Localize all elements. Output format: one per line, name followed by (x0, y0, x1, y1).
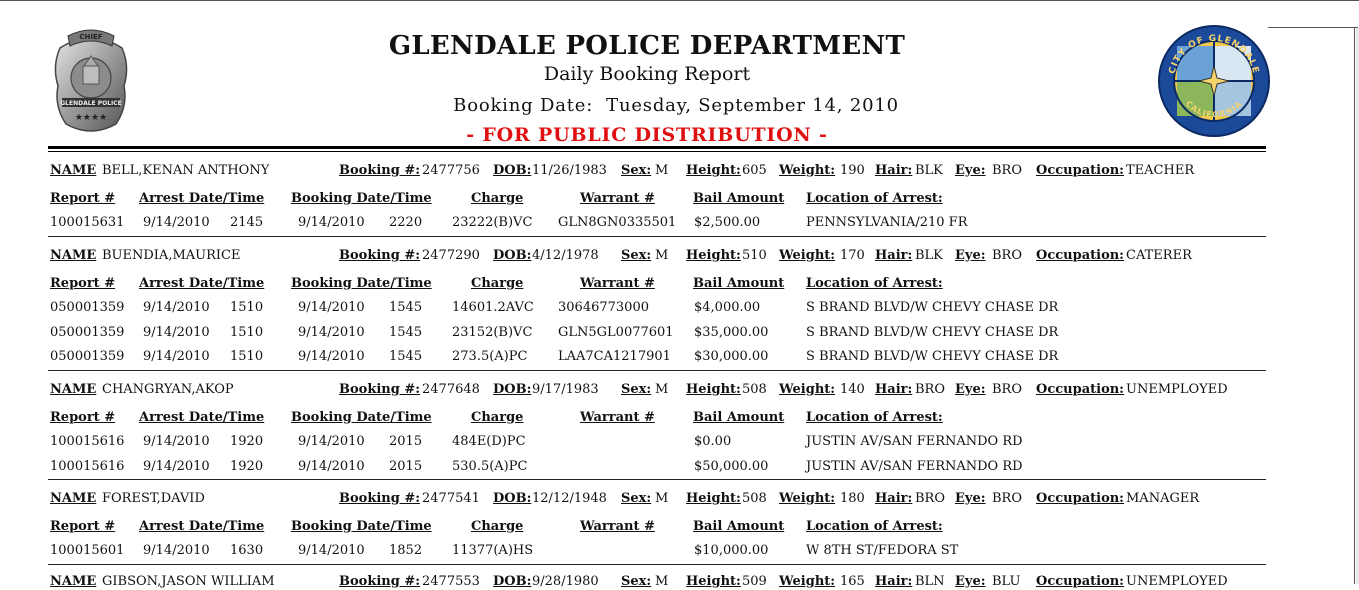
col-header-charge: Charge (471, 276, 524, 291)
occupation-label: Occupation: (1036, 163, 1124, 178)
weight-label: Weight: (779, 491, 836, 506)
booking-time: 1545 (389, 349, 423, 364)
occupation-label: Occupation: (1036, 491, 1124, 506)
height-value: 508 (742, 491, 767, 506)
name-label: NAME (50, 574, 97, 589)
person-name: GIBSON,JASON WILLIAM (102, 574, 275, 589)
booking-date: 9/14/2010 (298, 349, 365, 364)
sex-label: Sex: (621, 163, 652, 178)
public-distribution-notice: - FOR PUBLIC DISTRIBUTION - (466, 124, 828, 146)
occupation-value: MANAGER (1126, 491, 1200, 506)
booking-number-label: Booking #: (339, 248, 421, 263)
warrant-number: LAA7CA1217901 (558, 349, 671, 364)
col-header-bail: Bail Amount (693, 519, 785, 534)
warrant-number: GLN8GN0335501 (558, 215, 677, 230)
booking-number-label: Booking #: (339, 574, 421, 589)
booking-number-label: Booking #: (339, 382, 421, 397)
record-separator (48, 370, 1266, 371)
col-header-arrest: Arrest Date/Time (139, 410, 265, 425)
warrant-number: 30646773000 (558, 300, 649, 315)
bail-amount: $50,000.00 (694, 458, 769, 474)
eye-value: BRO (992, 382, 1022, 397)
report-number: 100015616 (50, 434, 125, 449)
arrest-location: S BRAND BLVD/W CHEVY CHASE DR (806, 324, 1059, 340)
booking-number-label: Booking #: (339, 163, 421, 178)
dob-label: DOB: (493, 163, 532, 178)
hair-value: BLN (915, 574, 945, 589)
name-label: NAME (50, 248, 97, 263)
booking-time: 2015 (389, 458, 423, 474)
arrest-date: 9/14/2010 (143, 349, 210, 364)
bail-amount: $10,000.00 (694, 543, 769, 558)
arrest-date: 9/14/2010 (143, 215, 210, 230)
report-subtitle: Daily Booking Report (543, 63, 751, 85)
occupation-value: TEACHER (1126, 163, 1195, 178)
sex-label: Sex: (621, 491, 652, 506)
col-header-booking: Booking Date/Time (291, 410, 432, 425)
height-label: Height: (686, 574, 741, 589)
arrest-location: W 8TH ST/FEDORA ST (806, 543, 959, 558)
arrest-location: S BRAND BLVD/W CHEVY CHASE DR (806, 300, 1059, 315)
sex-value: M (655, 491, 669, 506)
booking-number: 2477290 (422, 248, 480, 263)
col-header-warrant: Warrant # (580, 519, 655, 534)
arrest-date: 9/14/2010 (143, 434, 210, 449)
arrest-time: 1920 (230, 434, 264, 449)
height-label: Height: (686, 382, 741, 397)
col-header-charge: Charge (471, 410, 524, 425)
col-header-location: Location of Arrest: (806, 191, 943, 206)
booking-date: 9/14/2010 (298, 434, 365, 449)
hair-label: Hair: (875, 163, 913, 178)
dob-value: 12/12/1948 (532, 491, 607, 506)
eye-value: BRO (992, 491, 1022, 506)
height-label: Height: (686, 248, 741, 263)
name-label: NAME (50, 163, 97, 178)
charge-code: 14601.2AVC (452, 300, 534, 315)
weight-value: 180 (840, 491, 865, 506)
hair-value: BLK (915, 163, 943, 178)
occupation-value: CATERER (1126, 248, 1192, 263)
eye-label: Eye: (955, 491, 986, 506)
dob-label: DOB: (493, 382, 532, 397)
sex-value: M (655, 248, 669, 263)
arrest-location: S BRAND BLVD/W CHEVY CHASE DR (806, 349, 1059, 364)
booking-time: 1545 (389, 324, 423, 340)
booking-number: 2477756 (422, 163, 480, 178)
sex-label: Sex: (621, 382, 652, 397)
person-name: BUENDIA,MAURICE (102, 248, 241, 263)
dob-value: 11/26/1983 (532, 163, 607, 178)
record-separator (48, 236, 1266, 237)
arrest-date: 9/14/2010 (143, 300, 210, 315)
booking-date: 9/14/2010 (298, 543, 365, 558)
person-name: CHANGRYAN,AKOP (102, 382, 234, 397)
col-header-arrest: Arrest Date/Time (139, 519, 265, 534)
weight-value: 170 (840, 248, 865, 263)
report-number: 050001359 (50, 300, 125, 315)
hair-value: BRO (915, 491, 945, 506)
weight-label: Weight: (779, 163, 836, 178)
sex-label: Sex: (621, 248, 652, 263)
bail-amount: $4,000.00 (694, 300, 761, 315)
booking-date: 9/14/2010 (298, 215, 365, 230)
person-name: BELL,KENAN ANTHONY (102, 163, 270, 178)
bail-amount: $35,000.00 (694, 324, 769, 340)
arrest-time: 1630 (230, 543, 264, 558)
report-number: 100015616 (50, 458, 125, 474)
weight-label: Weight: (779, 248, 836, 263)
eye-label: Eye: (955, 248, 986, 263)
weight-value: 190 (840, 163, 865, 178)
hair-value: BRO (915, 382, 945, 397)
booking-time: 1852 (389, 543, 423, 558)
height-label: Height: (686, 163, 741, 178)
col-header-charge: Charge (471, 191, 524, 206)
booking-number-label: Booking #: (339, 491, 421, 506)
col-header-bail: Bail Amount (693, 410, 785, 425)
badge-bottom-text: GLENDALE POLICE (60, 100, 122, 107)
col-header-report: Report # (50, 410, 116, 425)
arrest-location: PENNSYLVANIA/210 FR (806, 215, 968, 230)
booking-date: 9/14/2010 (298, 324, 365, 340)
booking-date-line (26, 95, 1326, 116)
booking-date: 9/14/2010 (298, 300, 365, 315)
page-corner (1268, 27, 1358, 28)
hair-label: Hair: (875, 248, 913, 263)
occupation-label: Occupation: (1036, 382, 1124, 397)
charge-code: 484E(D)PC (452, 434, 526, 449)
col-header-location: Location of Arrest: (806, 410, 943, 425)
col-header-bail: Bail Amount (693, 276, 785, 291)
dob-label: DOB: (493, 491, 532, 506)
col-header-warrant: Warrant # (580, 191, 655, 206)
col-header-booking: Booking Date/Time (291, 519, 432, 534)
booking-time: 2220 (389, 215, 423, 230)
seal-top-text: CITY OF GLENDALE (1167, 33, 1261, 76)
col-header-booking: Booking Date/Time (291, 191, 432, 206)
report-number: 100015601 (50, 543, 125, 558)
booking-date-value: Tuesday, September 14, 2010 (606, 95, 899, 116)
col-header-location: Location of Arrest: (806, 519, 943, 534)
col-header-charge: Charge (471, 519, 524, 534)
booking-number: 2477541 (422, 491, 480, 506)
name-label: NAME (50, 491, 97, 506)
arrest-date: 9/14/2010 (143, 543, 210, 558)
col-header-bail: Bail Amount (693, 191, 785, 206)
record-separator (48, 564, 1266, 565)
badge-top-text: CHIEF (79, 33, 103, 41)
occupation-value: UNEMPLOYED (1126, 574, 1228, 589)
charge-code: 530.5(A)PC (452, 458, 528, 474)
bail-amount: $2,500.00 (694, 215, 761, 230)
booking-date: 9/14/2010 (298, 458, 365, 474)
record-separator (48, 479, 1266, 480)
col-header-report: Report # (50, 191, 116, 206)
charge-code: 273.5(A)PC (452, 349, 528, 364)
hair-value: BLK (915, 248, 943, 263)
badge-stars: ★★★★ (74, 113, 108, 123)
dob-label: DOB: (493, 574, 532, 589)
hair-label: Hair: (875, 574, 913, 589)
col-header-location: Location of Arrest: (806, 276, 943, 291)
weight-value: 140 (840, 382, 865, 397)
hair-label: Hair: (875, 382, 913, 397)
arrest-location: JUSTIN AV/SAN FERNANDO RD (806, 434, 1023, 449)
eye-label: Eye: (955, 382, 986, 397)
sex-value: M (655, 382, 669, 397)
arrest-date: 9/14/2010 (143, 324, 210, 340)
occupation-label: Occupation: (1036, 248, 1124, 263)
booking-time: 1545 (389, 300, 423, 315)
warrant-number: GLN5GL0077601 (558, 324, 674, 340)
col-header-warrant: Warrant # (580, 410, 655, 425)
charge-code: 23152(B)VC (452, 324, 533, 340)
col-header-warrant: Warrant # (580, 276, 655, 291)
arrest-location: JUSTIN AV/SAN FERNANDO RD (806, 458, 1023, 474)
arrest-time: 1920 (230, 458, 264, 474)
eye-label: Eye: (955, 163, 986, 178)
dob-value: 4/12/1978 (532, 248, 599, 263)
bail-amount: $30,000.00 (694, 349, 769, 364)
seal-bottom-text: CALIFORNIA (1183, 99, 1245, 120)
eye-value: BLU (992, 574, 1021, 589)
arrest-time: 1510 (230, 300, 264, 315)
report-number: 100015631 (50, 215, 125, 230)
report-title: GLENDALE POLICE DEPARTMENT (388, 31, 906, 61)
eye-label: Eye: (955, 574, 986, 589)
arrest-time: 2145 (230, 215, 264, 230)
charge-code: 11377(A)HS (452, 543, 534, 558)
col-header-booking: Booking Date/Time (291, 276, 432, 291)
height-value: 509 (742, 574, 767, 589)
header-divider-thin (48, 151, 1266, 152)
report-number: 050001359 (50, 324, 125, 340)
booking-time: 2015 (389, 434, 423, 449)
arrest-date: 9/14/2010 (143, 458, 210, 474)
sex-label: Sex: (621, 574, 652, 589)
page-edge-right (1354, 28, 1355, 584)
report-number: 050001359 (50, 349, 125, 364)
bail-amount: $0.00 (694, 434, 732, 449)
person-name: FOREST,DAVID (102, 491, 205, 506)
eye-value: BRO (992, 163, 1022, 178)
weight-label: Weight: (779, 574, 836, 589)
height-value: 605 (742, 163, 767, 178)
booking-number: 2477648 (422, 382, 480, 397)
col-header-arrest: Arrest Date/Time (139, 276, 265, 291)
eye-value: BRO (992, 248, 1022, 263)
height-value: 510 (742, 248, 767, 263)
sex-value: M (655, 574, 669, 589)
weight-value: 165 (840, 574, 865, 589)
dob-value: 9/28/1980 (532, 574, 599, 589)
booking-date-label: Booking Date: (453, 95, 594, 116)
height-value: 508 (742, 382, 767, 397)
name-label: NAME (50, 382, 97, 397)
sex-value: M (655, 163, 669, 178)
booking-number: 2477553 (422, 574, 480, 589)
hair-label: Hair: (875, 491, 913, 506)
dob-label: DOB: (493, 248, 532, 263)
header-divider-thick (48, 146, 1266, 149)
dob-value: 9/17/1983 (532, 382, 599, 397)
occupation-label: Occupation: (1036, 574, 1124, 589)
arrest-time: 1510 (230, 324, 264, 340)
height-label: Height: (686, 491, 741, 506)
col-header-report: Report # (50, 519, 116, 534)
col-header-arrest: Arrest Date/Time (139, 191, 265, 206)
charge-code: 23222(B)VC (452, 215, 533, 230)
weight-label: Weight: (779, 382, 836, 397)
page-edge-top (0, 0, 1359, 1)
occupation-value: UNEMPLOYED (1126, 382, 1228, 397)
col-header-report: Report # (50, 276, 116, 291)
arrest-time: 1510 (230, 349, 264, 364)
